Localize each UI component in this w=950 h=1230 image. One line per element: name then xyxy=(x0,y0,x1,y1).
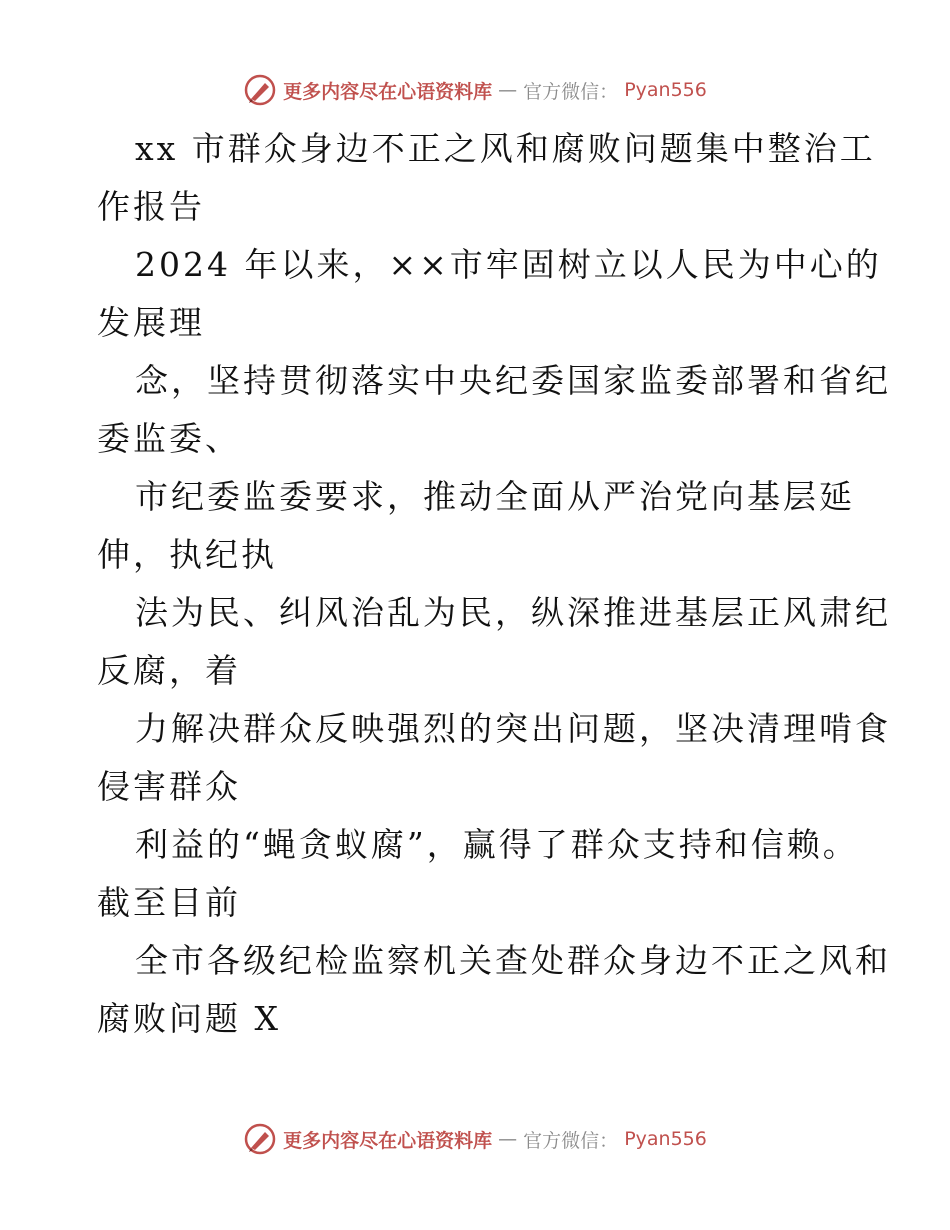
footer-watermark xyxy=(0,1121,950,1157)
text-line: 反腐，着 xyxy=(97,651,241,690)
watermark-wechat-label: 官方微信： xyxy=(523,1129,619,1152)
pen-logo-icon xyxy=(243,73,277,107)
text-line: xx 市群众身边不正之风和腐败问题集中整治工 xyxy=(135,129,876,168)
document-body xyxy=(97,120,891,1048)
text-line: 侵害群众 xyxy=(97,767,241,806)
pen-logo-icon xyxy=(243,1122,277,1156)
text-line: 念，坚持贯彻落实中央纪委国家监委部署和省纪 xyxy=(135,361,891,400)
text-line: 力解决群众反映强烈的突出问题，坚决清理啃食 xyxy=(135,709,891,748)
text-line: 委监委、 xyxy=(97,419,241,458)
watermark-wechat-id: Pyan556 xyxy=(624,79,707,101)
watermark-main-text: 更多内容尽在心语资料库 xyxy=(283,80,493,103)
text-line: 法为民、纠风治乱为民，纵深推进基层正风肃纪 xyxy=(135,593,891,632)
text-line: 截至目前 xyxy=(97,883,241,922)
text-line: 伸，执纪执 xyxy=(97,535,277,574)
text-line: 利益的“蝇贪蚁腐”，赢得了群众支持和信赖。 xyxy=(135,825,859,864)
header-watermark xyxy=(0,72,950,108)
watermark-wechat-label: 官方微信： xyxy=(523,80,619,103)
text-line: 全市各级纪检监察机关查处群众身边不正之风和 xyxy=(135,941,891,980)
watermark-dash: — xyxy=(498,1128,518,1150)
watermark-main-text: 更多内容尽在心语资料库 xyxy=(283,1129,493,1152)
text-line: 作报告 xyxy=(97,187,205,226)
text-line: 腐败问题 X xyxy=(97,999,281,1038)
watermark-wechat-id: Pyan556 xyxy=(624,1128,707,1150)
document-text xyxy=(97,120,891,1048)
text-line: 发展理 xyxy=(97,303,205,342)
text-line: 市纪委监委要求，推动全面从严治党向基层延 xyxy=(135,477,855,516)
text-line: 2024 年以来，××市牢固树立以人民为中心的 xyxy=(135,245,882,284)
watermark-dash: — xyxy=(498,79,518,101)
